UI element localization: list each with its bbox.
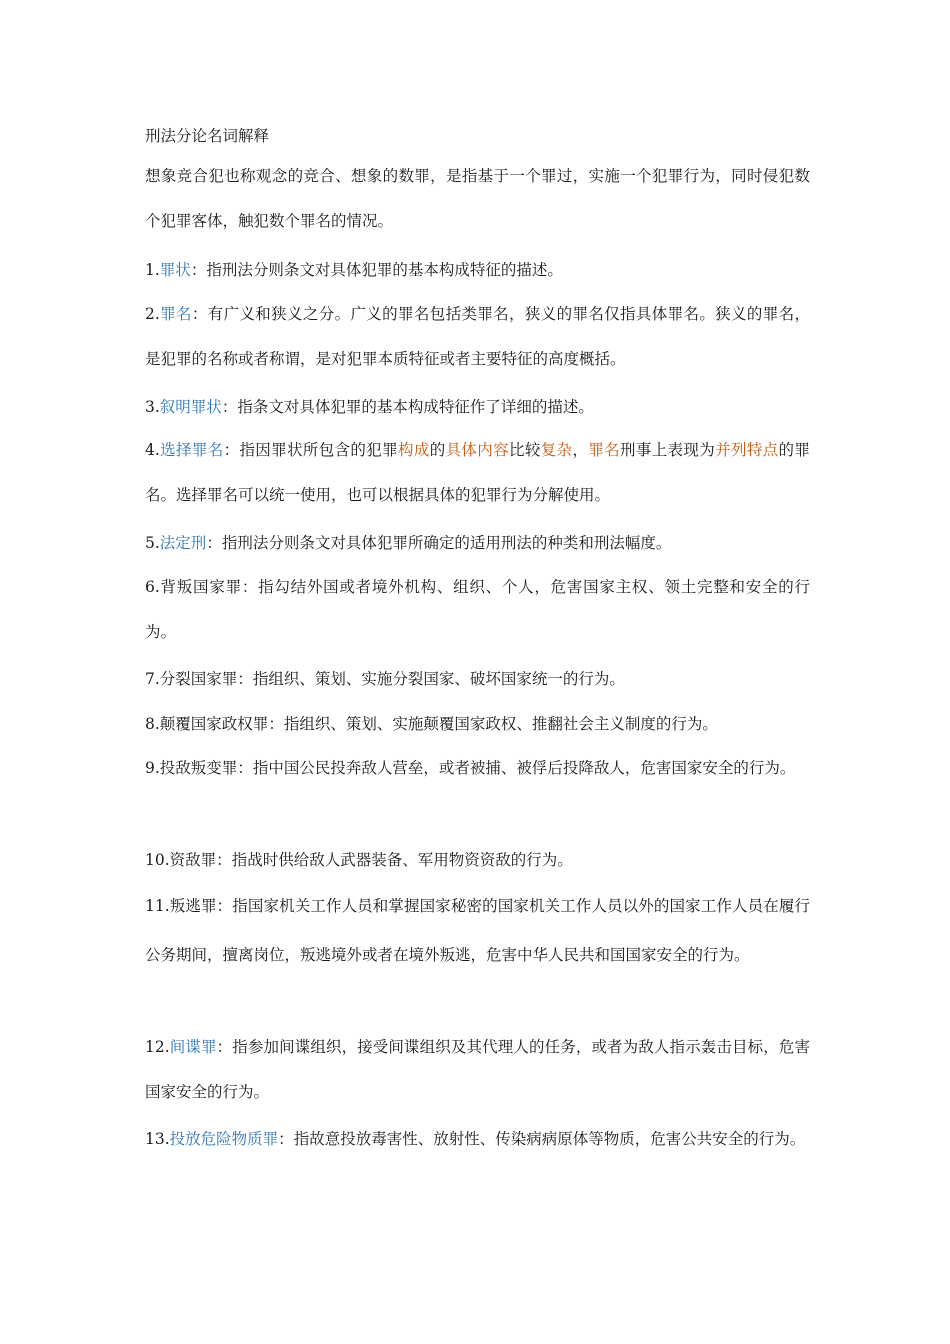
entry-separator: ： — [216, 897, 233, 915]
entry-definition: 指战时供给敌人武器装备、军用物资资敌的行为。 — [231, 851, 573, 869]
entry-separator: ： — [237, 670, 253, 688]
entry-term: 罪状 — [159, 261, 191, 279]
entry-number: 3. — [145, 398, 160, 416]
entry-9 — [145, 746, 810, 791]
entry-definition-part: 指因罪状所包含的犯罪 — [239, 441, 398, 459]
entry-7 — [145, 659, 810, 699]
entry-number: 2. — [145, 305, 160, 323]
entry-definition: 指组织、策划、实施颠覆国家政权、推翻社会主义制度的行为。 — [283, 715, 718, 733]
entry-10 — [145, 840, 810, 880]
entry-definition: 指组织、策划、实施分裂国家、破坏国家统一的行为。 — [252, 670, 625, 688]
entry-number: 1. — [145, 261, 160, 279]
entry-definition: 指勾结外国或者境外机构、组织、个人，危害国家主权、领土完整和安全的行为。 — [145, 578, 810, 641]
entry-definition: 指中国公民投奔敌人营垒，或者被捕、被俘后投降敌人，危害国家安全的行为。 — [252, 759, 796, 777]
entry-term: 叙明罪状 — [159, 398, 222, 416]
entry-term: 投敌叛变罪 — [159, 759, 238, 777]
entry-5 — [145, 523, 810, 563]
entry-term: 投放危险物质罪 — [169, 1130, 279, 1148]
entry-3 — [145, 387, 810, 427]
entry-separator: ： — [237, 759, 253, 777]
entry-definition-part: 刑事上表现为 — [620, 441, 716, 459]
entry-term: 罪名 — [159, 305, 192, 323]
entry-separator: ： — [223, 441, 240, 459]
intro-paragraph: 想象竞合犯也称观念的竞合、想象的数罪，是指基于一个罪过，实施一个犯罪行为，同时侵犯数个犯罪客体，触犯数个罪名的情况。 — [145, 167, 810, 230]
entry-term: 背叛国家罪 — [159, 578, 242, 596]
entry-definition: 有广义和狭义之分。广义的罪名包括类罪名，狭义的罪名仅指具体罪名。狭义的罪名，是犯罪的名称或者称谓，是对犯罪本质特征或者主要特征的高度概括。 — [145, 305, 810, 368]
entry-separator: ： — [241, 578, 259, 596]
entry-separator: ： — [191, 305, 208, 323]
entry-highlight: 具体内容 — [445, 441, 509, 459]
entry-definition: 指刑法分则条文对具体犯罪所确定的适用刑法的种类和刑法幅度。 — [221, 534, 672, 552]
entry-number: 4. — [145, 441, 160, 459]
entry-number: 11. — [145, 897, 170, 915]
entry-term: 颠覆国家政权罪 — [159, 715, 269, 733]
entry-13 — [145, 1117, 810, 1162]
entry-number: 6. — [145, 578, 160, 596]
entry-12 — [145, 1025, 810, 1115]
entry-definition: 指故意投放毒害性、放射性、传染病病原体等物质，危害公共安全的行为。 — [293, 1130, 806, 1148]
entry-definition-part: 的罪名。选择罪名可以统一使用，也可以根据具体的犯罪行为分解使用。 — [145, 441, 810, 504]
entry-definition-part: 的 — [429, 441, 446, 459]
entry-separator: ： — [206, 534, 222, 552]
entry-term: 叛逃罪 — [169, 897, 217, 915]
entry-11 — [145, 882, 810, 980]
entry-number: 7. — [145, 670, 160, 688]
entry-6 — [145, 565, 810, 655]
entry-2 — [145, 292, 810, 382]
entry-term: 分裂国家罪 — [159, 670, 238, 688]
entry-separator: ： — [278, 1130, 294, 1148]
entry-definition: 指参加间谍组织，接受间谍组织及其代理人的任务，或者为敌人指示轰击目标，危害国家安全的行为。 — [145, 1038, 810, 1101]
entry-separator: ： — [216, 851, 232, 869]
entry-definition-part: 比较 — [508, 441, 541, 459]
page-title: 刑法分论名词解释 — [145, 127, 270, 145]
entry-definition-part: ， — [572, 441, 589, 459]
entry-number: 12. — [145, 1038, 170, 1056]
entry-number: 10. — [145, 851, 170, 869]
entry-highlight: 罪名 — [588, 441, 620, 459]
entry-separator: ： — [190, 261, 207, 279]
entry-definition: 指国家机关工作人员和掌握国家秘密的国家机关工作人员以外的国家工作人员在履行公务期间，擅离岗位，叛逃境外或者在境外叛逃，危害中华人民共和国国家安全的行为。 — [145, 897, 810, 964]
entry-number: 5. — [145, 534, 160, 552]
entry-term: 资敌罪 — [169, 851, 217, 869]
entry-8 — [145, 704, 810, 744]
entry-definition: 指刑法分则条文对具体犯罪的基本构成特征的描述。 — [206, 261, 563, 279]
entry-highlight: 构成 — [397, 441, 430, 459]
entry-term: 法定刑 — [159, 534, 207, 552]
entry-separator: ： — [268, 715, 284, 733]
entry-number: 9. — [145, 759, 160, 777]
entry-separator: ： — [216, 1038, 233, 1056]
entry-highlight: 复杂 — [540, 441, 573, 459]
entry-number: 8. — [145, 715, 160, 733]
entry-highlight: 并列特点 — [715, 441, 779, 459]
entry-1 — [145, 250, 810, 290]
entry-term: 选择罪名 — [159, 441, 224, 459]
entry-term: 间谍罪 — [169, 1038, 217, 1056]
entry-definition: 指条文对具体犯罪的基本构成特征作了详细的描述。 — [237, 398, 594, 416]
entry-number: 13. — [145, 1130, 170, 1148]
entry-separator: ： — [221, 398, 238, 416]
entry-4 — [145, 428, 810, 518]
